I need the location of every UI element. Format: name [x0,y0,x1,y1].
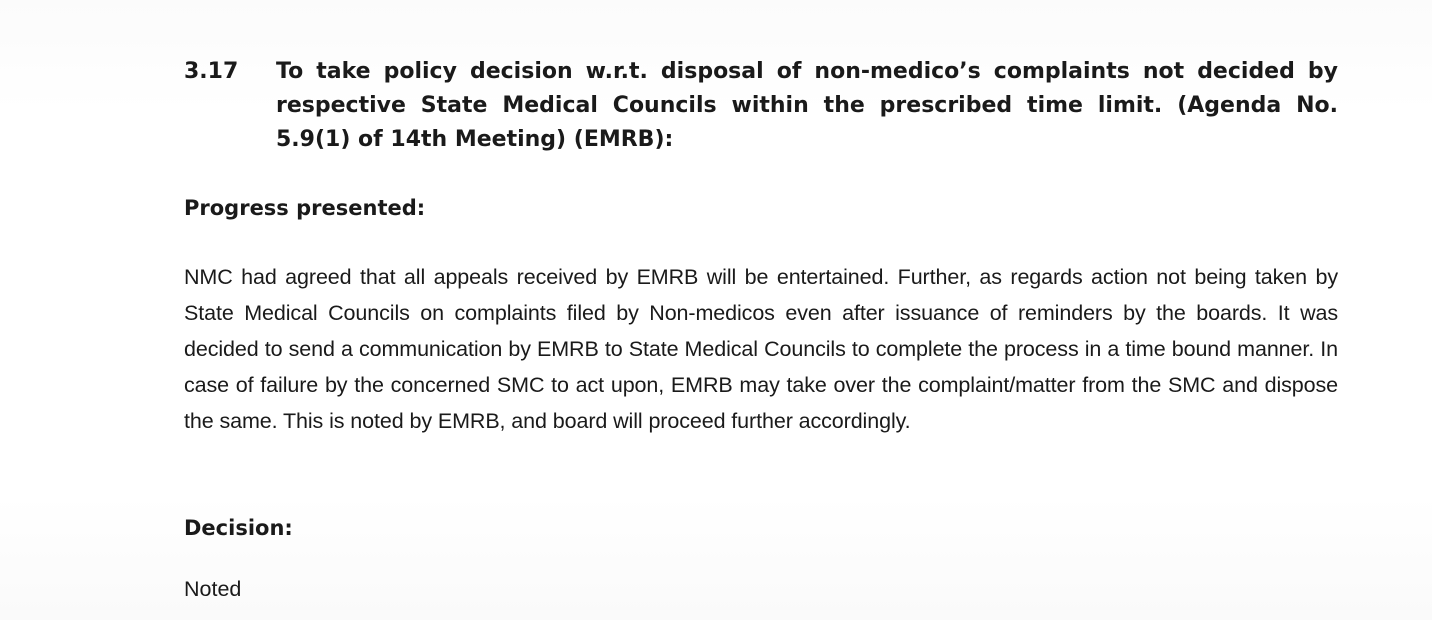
decision-text: Noted [184,577,242,601]
progress-body-text: NMC had agreed that all appeals received by EMRB will be entertained. Further, as regards action not being taken by State Medical Councils on complaints filed by Non-medicos even after issuance of reminders by the boards. It was decided to send a communication by EMRB to State Medical Councils to complete the process in a time bound manner. In case of failure by the concerned SMC to act upon, EMRB may take over the complaint/matter from the SMC and dispose the same. This is noted by EMRB, and board will proceed further accordingly. [184,265,1338,433]
agenda-item-number: 3.17 [184,59,239,84]
progress-heading: Progress presented: [184,196,426,220]
decision-heading: Decision: [184,516,293,540]
agenda-item-heading: To take policy decision w.r.t. disposal of non-medico’s complaints not decided by respective State Medical Councils within the prescribed time limit. (Agenda No. 5.9(1) of 14th Meeting) (EMRB): [276,59,1338,152]
